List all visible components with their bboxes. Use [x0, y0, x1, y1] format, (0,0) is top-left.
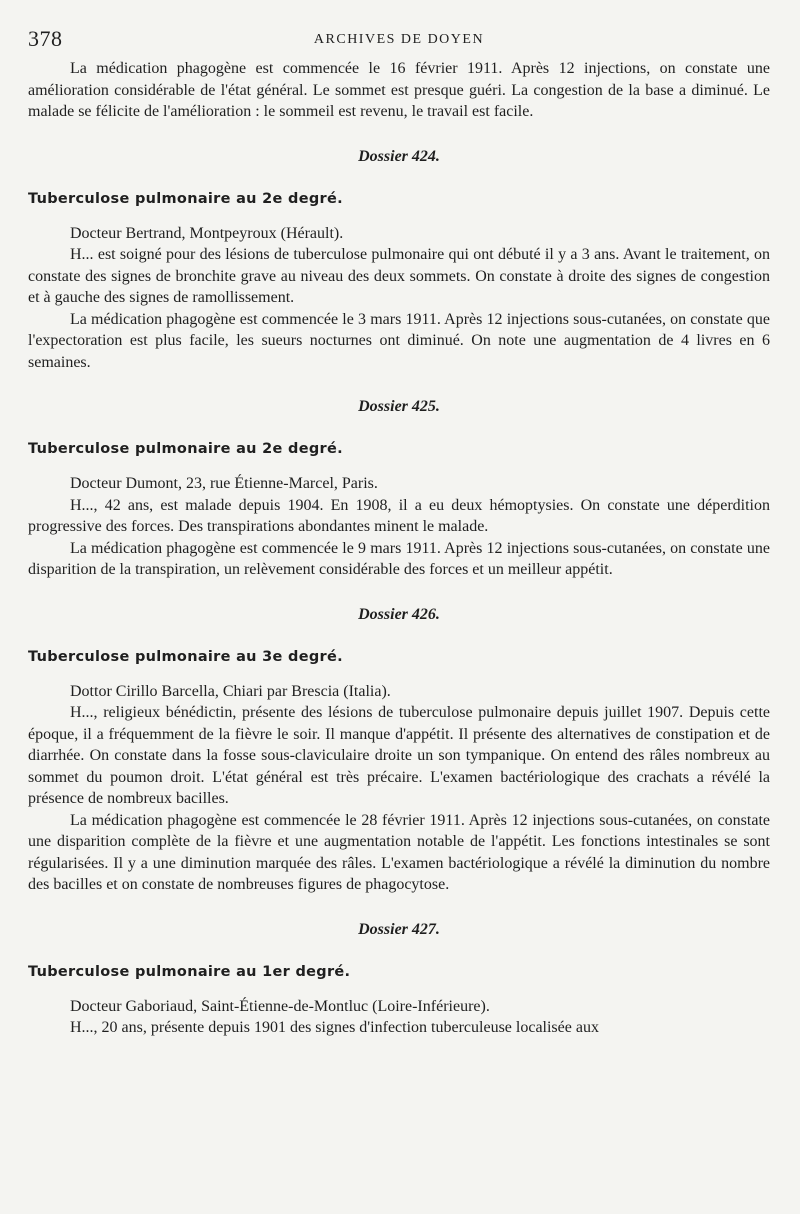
doctor-line: Docteur Bertrand, Montpeyroux (Hérault).: [70, 224, 344, 242]
dossier-title: Dossier 424.: [358, 147, 440, 165]
running-title: ARCHIVES DE DOYEN: [313, 32, 485, 47]
diagnosis-heading: Tuberculose pulmonaire au 1er degré.: [28, 963, 351, 980]
dossier-title: Dossier 425.: [358, 398, 440, 415]
doctor-line: Docteur Dumont, 23, rue Étienne-Marcel, Paris.: [70, 475, 378, 492]
case-paragraph: La médication phagogène est commencée le 28 février 1911. Après 12 injections sous-cutanées, on constate une disparition complète de la fièvre et une augmentation notable de l'appétit. Les fonctions intestinales se sont régularisées. Il y a une diminution marquée des râles. L'examen bactériologique a révélé la diminution du nombre des bacilles et on constate de nombreuses figures de phagocytose.: [28, 811, 770, 893]
doctor-line: Docteur Gaboriaud, Saint-Étienne-de-Montluc (Loire-Inférieure).: [70, 997, 490, 1015]
diagnosis-heading: Tuberculose pulmonaire au 2e degré.: [28, 441, 343, 457]
diagnosis-heading: Tuberculose pulmonaire au 2e degré.: [28, 190, 343, 207]
dossier-title: Dossier 427.: [358, 920, 440, 938]
case-paragraph: H..., religieux bénédictin, présente des lésions de tuberculose pulmonaire depuis juillet 1907. Depuis cette époque, il a fréquemment de la fièvre le soir. Il manque d'appétit. Il présente des alternatives de constipation et de diarrhée. On constate dans la fosse sous-claviculaire droite un son tympanique. On entend des râles nombreux au sommet du poumon droit. L'état général est très précaire. L'examen bactériologique des crachats a révélé la présence de nombreux bacilles.: [28, 704, 770, 807]
case-paragraph: H..., 20 ans, présente depuis 1901 des signes d'infection tuberculeuse localisée aux: [70, 1019, 599, 1036]
dossier-title: Dossier 426.: [358, 605, 440, 623]
doctor-line: Dottor Cirillo Barcella, Chiari par Brescia (Italia).: [70, 682, 391, 700]
case-paragraph: H..., 42 ans, est malade depuis 1904. En 1908, il a eu deux hémoptysies. On constate une déperdition progressive des forces. Des transpirations abondantes minent le malade.: [28, 496, 770, 535]
intro-paragraph: La médication phagogène est commencée le 16 février 1911. Après 12 injections, on constate une amélioration considérable de l'état général. Le sommet est presque guéri. La congestion de la base a diminué. Le malade se félicite de l'amélioration : le sommeil est revenu, le travail est facile.: [28, 60, 770, 120]
case-paragraph: La médication phagogène est commencée le 9 mars 1911. Après 12 injections sous-cutanées, on constate une disparition de la transpiration, un relèvement considérable des forces et un meilleur appétit.: [28, 539, 770, 578]
case-paragraph: La médication phagogène est commencée le 3 mars 1911. Après 12 injections sous-cutanées, on constate que l'expectoration est plus facile, les sueurs nocturnes ont diminué. On note une augmentation de 4 livres en 6 semaines.: [28, 310, 770, 371]
case-paragraph: H... est soigné pour des lésions de tuberculose pulmonaire qui ont débuté il y a 3 ans. Avant le traitement, on constate des signes de bronchite grave au niveau des deux sommets. On constate à droite des signes de congestion et à gauche des signes de ramollissement.: [28, 246, 770, 306]
page-number: 378: [28, 26, 63, 51]
running-header: [28, 22, 770, 58]
diagnosis-heading: Tuberculose pulmonaire au 3e degré.: [28, 648, 343, 665]
